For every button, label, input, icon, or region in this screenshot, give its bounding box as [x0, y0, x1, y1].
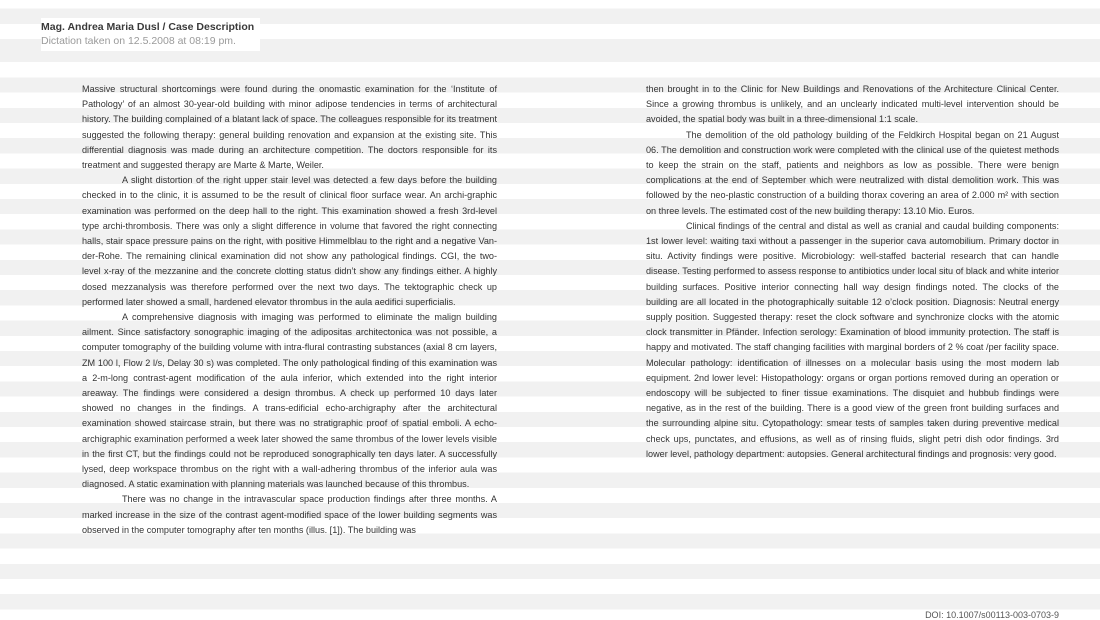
paragraph: Clinical findings of the central and distal as well as cranial and caudal building components: 1st lower level: waiting taxi without a passenger in the superior cava automobilium. Primary doctor in situ. Activity findings were positive. Microbiology: well-staffed bacterial research that can handle disease. Testing performed to assess response to antibiotics under local situ of black and white interior building surfaces. Positive interior connecting hall way design findings noted. The clocks of the building are all located in the photographically suitable 12 o’clock position. Diagnosis: Neutral energy supply position. Suggested therapy: reset the clock software and synchronize clocks with the atomic clock transmitter in Pfänder. Infection serology: Examination of blood immunity protection. The staff is happy and motivated. The staff changing facilities with marginal borders of 2 % coat /per facility space. Molecular pathology: identification of illnesses on a molecular basis using the most modern lab equipment. 2nd lower level: Histopathology: organs or organ portions removed during an operation or endoscopy will be subjected to finer tissue examinations. The disquiet and hubbub findings were negative, as in the rest of the building. There is a good view of the green front building surfaces and the surrounding alpine situ. Cytopathology: smear tests of samples taken during preventive medical check ups, punctates, and effusions, as well as of rinsing fluids, slight petri dish odor findings. 3rd lower level, pathology department: autopsies. General architectural findings and prognosis: very good.	[646, 220, 1059, 459]
author-title: Mag. Andrea Maria Dusl / Case Description	[41, 21, 255, 33]
doi-footer: DOI: 10.1007/s00113-003-0703-9	[925, 610, 1059, 620]
left-text-column	[82, 82, 497, 538]
dictation-timestamp: Dictation taken on 12.5.2008 at 08:19 pm.	[41, 35, 236, 47]
paragraph: There was no change in the intravascular space production findings after three months. A marked increase in the size of the contrast agent-modified space of the lower building segments was observed in the computer tomography after ten months (illus. [1]). The building was	[82, 494, 497, 535]
paragraph: A comprehensive diagnosis with imaging was performed to eliminate the malign building ailment. Since satisfactory sonographic imaging of the adipositas architectonica was not possible, a computer tomography of the building volume with intra-flural contrasting substances (axial 8 cm layers, ZM 100 l, Flow 2 l/s, Delay 30 s) was completed. The only pathological finding of this examination was a 2-m-long contrast-agent modification of the aula inferior, which extended into the right interior areaway. The findings were considered a design thrombus. A check up performed 10 days later showed no changes in the findings. A trans-edificial echo-archigraphy after the architectural examination showed staircase strain, but there was no stratigraphic proof of spatial emboli. A echo-archigraphic examination performed a week later showed the same thrombus of the lower levels visible in the first CT, but the findings could not be reproduced sonographically ten days later. A successfully lysed, deep workspace thrombus on the right with a wall-adhering thrombus of the inferior aula was diagnosed. A static examination with planning materials was launched because of this thrombus.	[82, 312, 497, 490]
document-header	[41, 18, 260, 51]
right-text-column	[646, 82, 1059, 462]
paragraph: then brought in to the Clinic for New Buildings and Renovations of the Architecture Clinical Center. Since a growing thrombus is unlikely, and an unclearly indicated multi-level intervention should be avoided, the spatial body was built in a three-dimensional 1:1 scale.	[646, 84, 1059, 125]
paragraph: A slight distortion of the right upper stair level was detected a few days before the building checked in to the clinic, it is assumed to be the result of clinical floor surface wear. An archi-graphic examination was performed on the deep hall to the right. This examination showed a fresh 3rd-level type archi-thrombosis. There was only a slight difference in volume that favored the right connecting halls, stair space pressure pains on the right, with positive Himmelblau to the right and a negative Van-der-Rohe. The remaining clinical examination did not show any pathological findings. CGI, the two-level x-ray of the mezzanine and the concrete clotting status didn’t show any findings either. A highly dosed mezzanalysis was therefore performed over the next two days. The tektographic check up performed later showed a small, hardened elevator thrombus in the aula aedifici superficialis.	[82, 175, 497, 307]
paragraph: Massive structural shortcomings were found during the onomastic examination for the ‘Institute of Pathology’ of an almost 30-year-old building with minor adipose tendencies in terms of architectural history. The building complained of a blatant lack of space. The colleagues responsible for its treatment suggested the following therapy: general building renovation and expansion at the existing site. This differential diagnosis was made during an architecture competition. The doctors responsible for its treatment and suggested therapy are Marte & Marte, Weiler.	[82, 84, 497, 171]
paragraph: The demolition of the old pathology building of the Feldkirch Hospital began on 21 August 06. The demolition and construction work were completed with the clinical use of the quietest methods to keep the strain on the staff, patients and neighbors as low as possible. There were benign complications at the end of September which were neutralized with distal demolition work. This was followed by the neo-plastic construction of a building thorax covering an area of 2.000 m² with section on three levels. The estimated cost of the new building therapy: 13.10 Mio. Euros.	[646, 129, 1059, 216]
